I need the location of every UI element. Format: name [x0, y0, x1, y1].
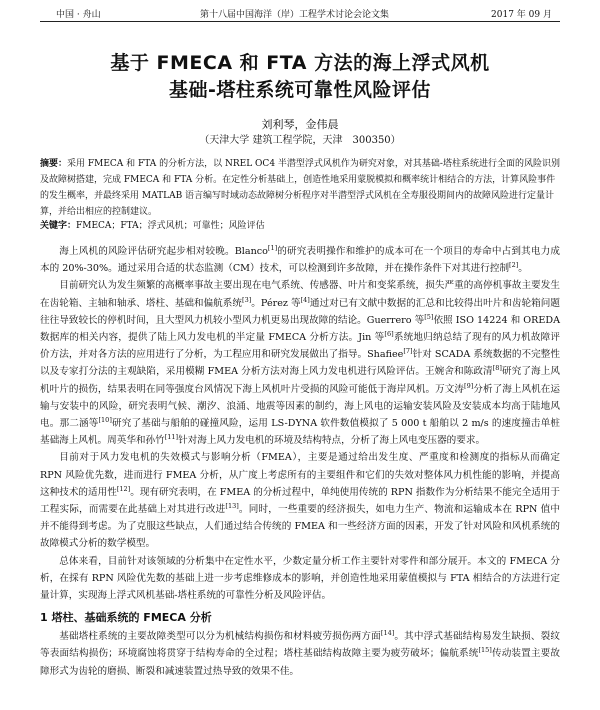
running-header: [40, 5, 560, 22]
paper-title-line-2: 基础-塔柱系统可靠性风险评估: [169, 79, 431, 101]
header-location: 中国 · 舟山: [56, 10, 101, 20]
header-proceedings: 第十八届中国海洋（岸）工程学术讨论会论文集: [200, 10, 390, 20]
keywords-text: FMECA；FTA；浮式风机；可靠性；风险评估: [76, 221, 265, 231]
paragraph-5: 基础塔柱系统的主要故障类型可以分为机械结构损伤和材料疲劳损伤两方面[14]。其中浮式基础结构易发生缺损、裂纹等表面结构损伤；环境腐蚀将贯穿于结构寿命的全过程；塔柱基础结构故障主要为疲劳破坏；偏航系统[15]传动装置主要故障形式为齿轮的磨损、断裂和减速装置过热导致的效果不佳。: [40, 629, 561, 677]
citation[interactable]: [14]: [380, 629, 395, 638]
citation[interactable]: [5]: [424, 312, 434, 321]
citation[interactable]: [11]: [164, 433, 179, 442]
paragraph-4: 总体来看，目前针对该领域的分析集中在定性水平，少数定量分析工作主要针对零件和部分展开。本文的 FMECA 分析，在採有 RPN 风险优先数的基础上进一步考虑维修成本的影响，并创造性地采用蒙值模拟与 FTA 相结合的方法进行定量计算，实现海上浮式风机基础-塔柱系统的可靠性分析及风险评估。: [40, 555, 560, 602]
keywords-label: 关键字：: [40, 221, 77, 231]
citation[interactable]: [4]: [300, 295, 310, 304]
section-heading-1: 1 塔柱、基础系统的 FMECA 分析: [40, 611, 212, 625]
paragraph-2: 目前研究认为发生频繁的高概率事故主要出现在电气系统、传感器、叶片和变桨系统，损失严重的高停机事故主要发生在齿轮箱、主轴和轴承、塔柱、基础和偏航系统[3]。Pérez 等[4]通过对已有文献中数据的汇总和比较得出叶片和齿轮箱问题往往导致较长的停机时间，且大型风力机较小型风力机更易出现故障的结论。Guerrero 等[5]依照 ISO 14224 和 OREDA 数据库的相关内容，提供了陆上风力发电机的半定量 FMECA 分析方法。Jin 等[6]系统地归纳总结了现有的风力机故障评价方法，并对各方法的应用进行了分析，为工程应用和研究发展做出了指导。Shafiee[7]针对 SCADA 系统数据的不完整性以及专家打分法的主观缺陷，采用模糊 FMEA 分析方法对海上风力发电机进行风险评估。王婉舍和陈政清[8]研究了海上风机叶片的损伤，结果表明在同等强度台风情况下海上风机叶片受损的风险可能低于海岸风机。万文涛[9]分析了海上风机在运输与安装中的风险，研究表明气候、潮汐、浪涌、地震等因素的制约，海上风电的运输安装风险及安装成本均高于陆地风电。那二涵等[10]研究了基础与船舶的碰撞风险，运用 LS-DYNA 软件数值模拟了 5 000 t 船舶以 2 m/s 的速度撞击单桩基础海上风机。周英华和孙竹[11]针对海上风力发电机的环境及结构特点，分析了海上风电变压器的要求。: [40, 280, 561, 447]
abstract-text: 采用 FMECA 和 FTA 的分析方法，以 NREL OC4 半潜型浮式风机作为研究对象，对其基础-塔柱系统进行全面的风险识别及故障树搭建，完成 FMECA 和 FTA 分析。在定性分析基础上，创造性地采用蒙脱模拟和概率统计相结合的方法，计算风险事件的发生概率，并最终采用 MATLAB 语言编写时域动态故障树分析程序对半潜型浮式风机在全寿服役期间内的故障风险进行定量计算，并给出相应的控制建议。: [40, 159, 560, 217]
citation[interactable]: [13]: [225, 501, 239, 510]
citation[interactable]: [10]: [98, 415, 112, 424]
citation[interactable]: [8]: [492, 364, 502, 373]
citation[interactable]: [6]: [384, 329, 394, 338]
header-date: 2017 年 09 月: [491, 10, 552, 20]
citation[interactable]: [15]: [478, 646, 492, 655]
citation[interactable]: [2]: [509, 261, 519, 270]
keywords: [40, 218, 560, 234]
paragraph-1: 海上风机的风险评估研究起步相对较晚。Blanco[1]的研究表明操作和维护的成本可在一个项目的寿命中占到其电力成本的 20%-30%。通过采用合适的状态监测（CM）技术，可以检测到许多故障，并在操作条件下对其进行控制[2]。: [40, 243, 560, 275]
citation[interactable]: [1]: [267, 243, 278, 252]
affiliation: （天津大学 建筑工程学院，天津 300350）: [199, 135, 401, 146]
citation[interactable]: [12]: [116, 484, 131, 493]
abstract-label: 摘要：: [40, 159, 68, 169]
citation[interactable]: [9]: [464, 381, 474, 390]
abstract: [40, 156, 560, 220]
paper-title-line-1: 基于 FMECA 和 FTA 方法的海上浮式风机: [110, 52, 490, 74]
citation[interactable]: [7]: [403, 347, 413, 356]
body-text: [40, 243, 560, 680]
citation[interactable]: [3]: [242, 295, 252, 304]
paragraph-3: 目前对于风力发电机的失效模式与影响分析（FMEA），主要是通过给出发生度、严重度和检测度的指标从而确定 RPN 风险优先数，进而进行 FMEA 分析，从广度上考虑所有的主要组件和它们的失效对整体风力机性能的影响，并提高这种技术的适用性[12]。现有研究表明，在 FMEA 的分析过程中，单纯使用传统的 RPN 指数作为分析结果不能完全适用于工程实际，而需要在此基础上对其进行改进[13]。同时，一些重要的经济损失，如电力生产、物流和运输成本在 RPN 值中并不能得到考虑。为了克服这些缺点，人们通过结合传统的 FMEA 和一些经济方面的因素，开发了针对风险和风机系统的故障模式分析的数学模型。: [40, 452, 561, 550]
authors: 刘利琴，金伟晨: [261, 118, 339, 131]
